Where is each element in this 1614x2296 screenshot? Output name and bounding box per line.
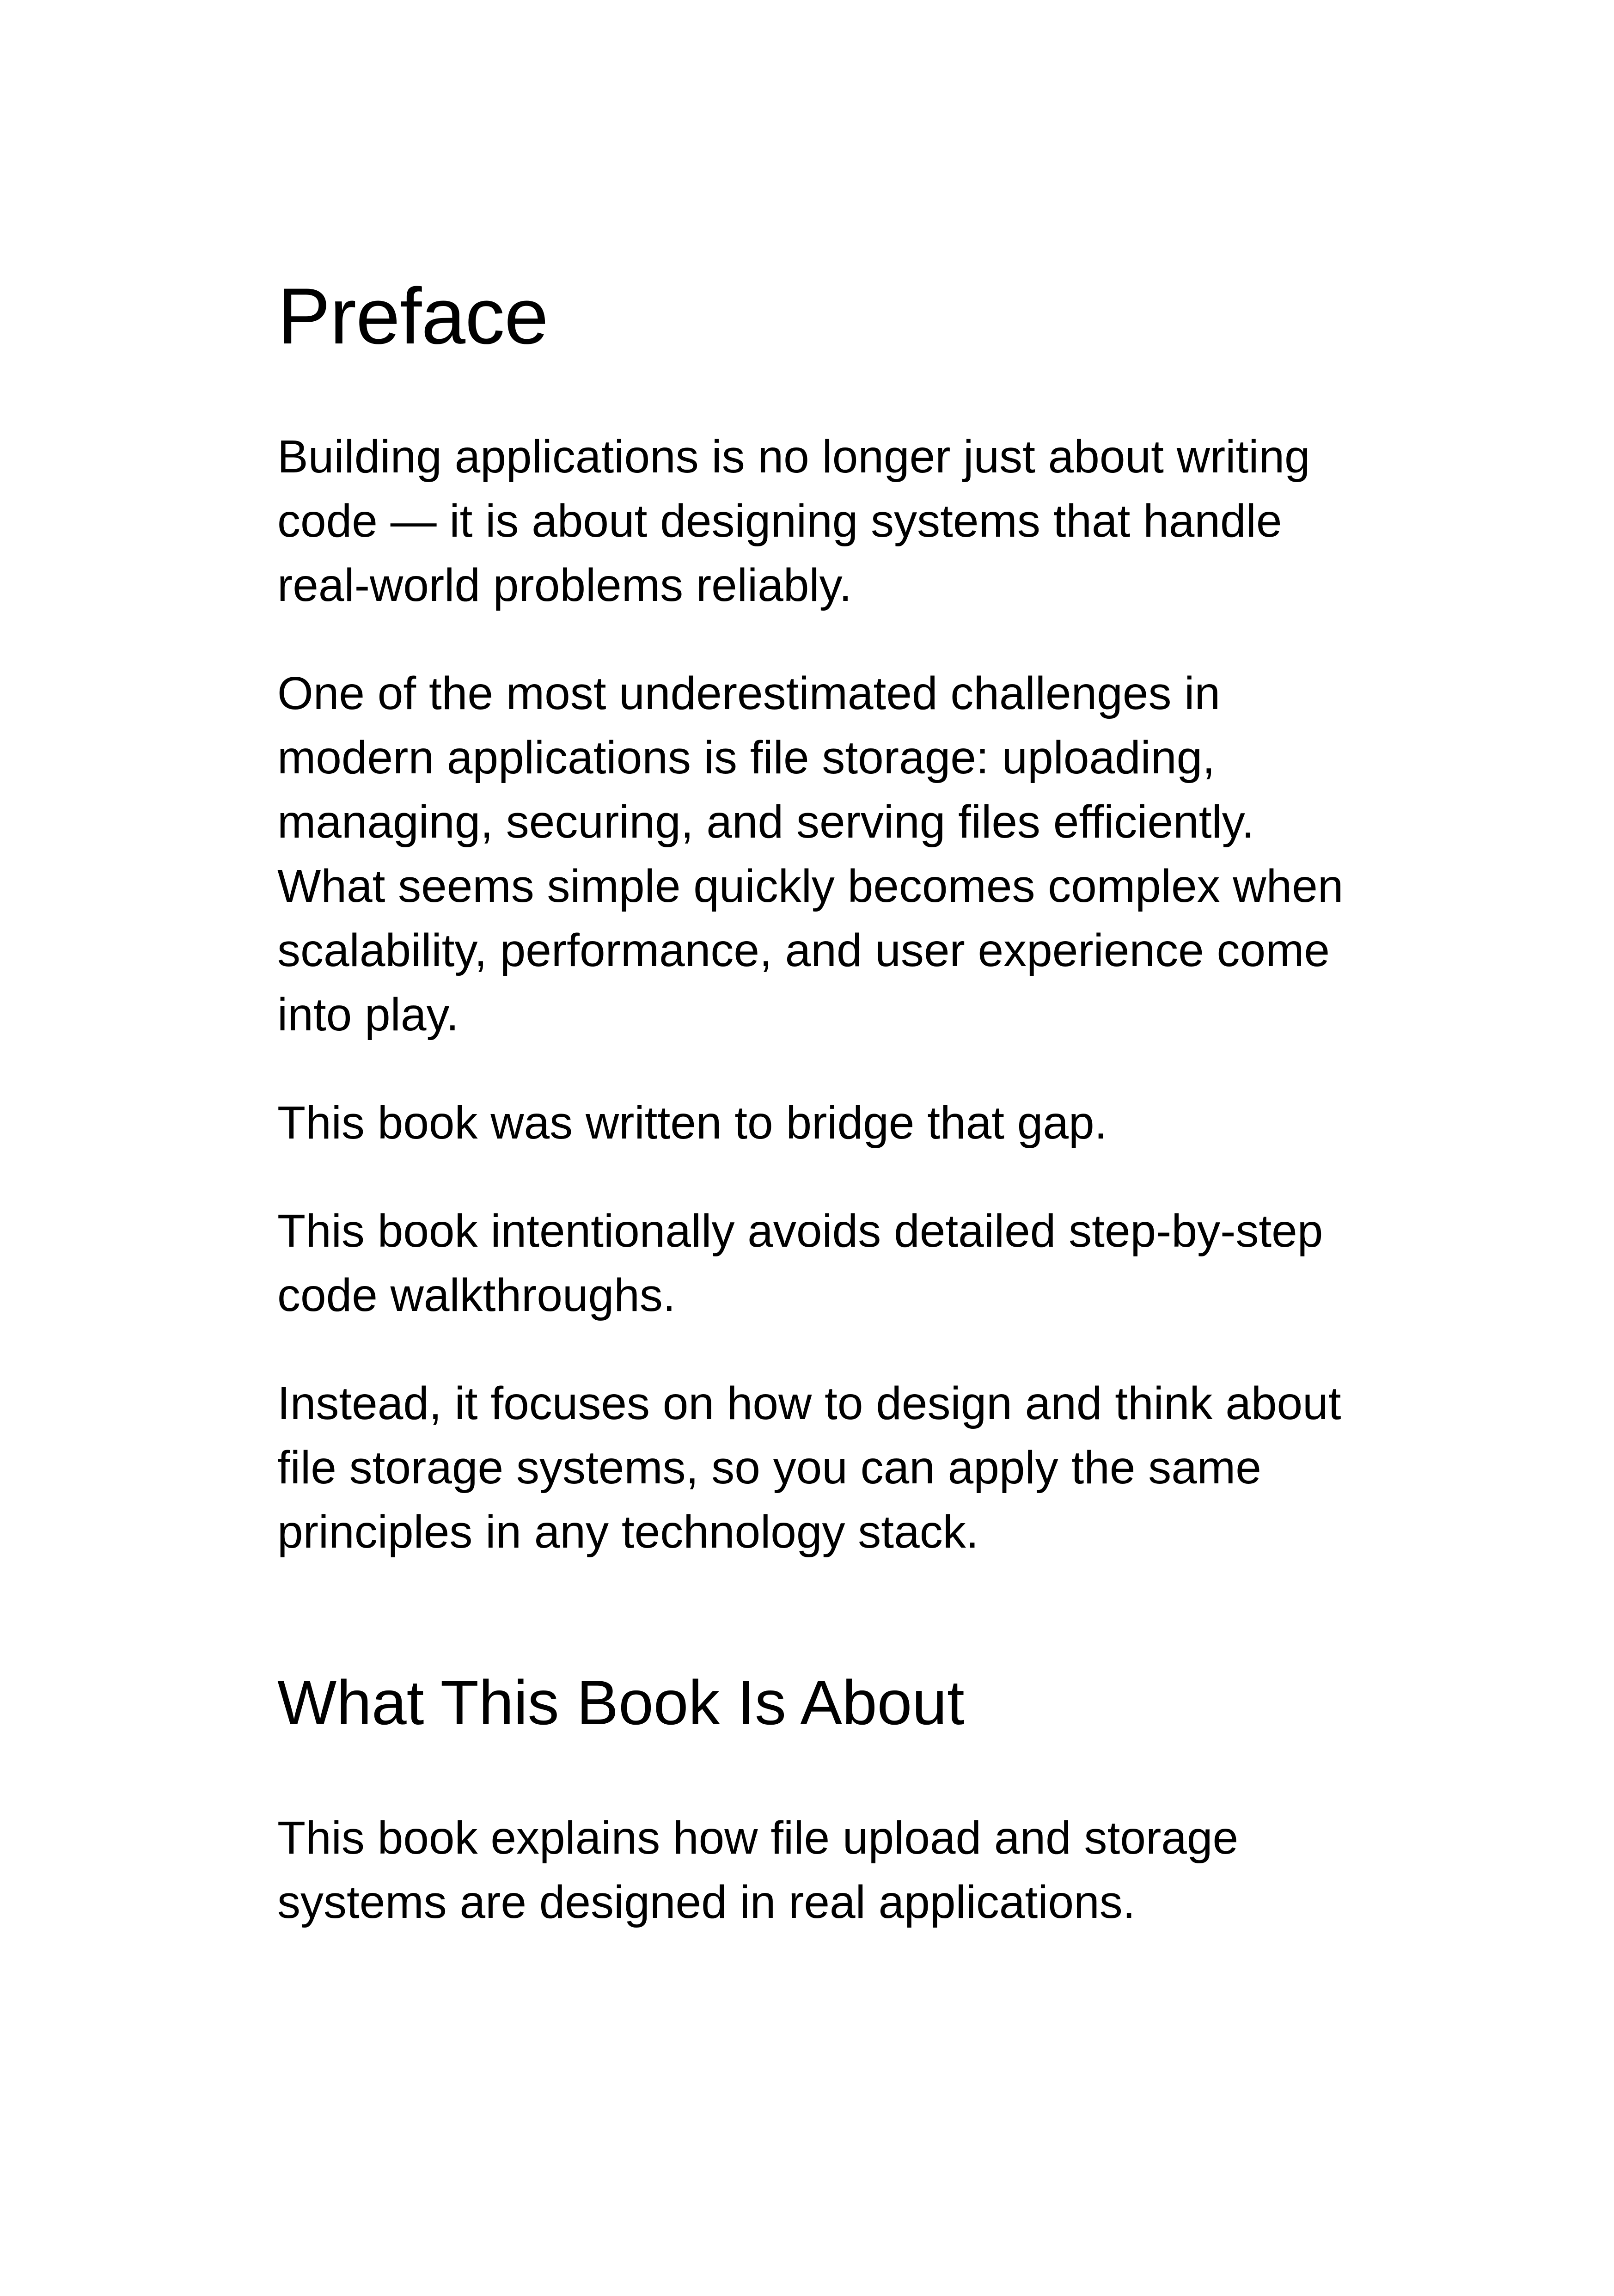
section-heading: What This Book Is About — [277, 1667, 965, 1738]
document-page — [277, 273, 1350, 1978]
paragraph-challenges: One of the most underestimated challenges in modern applications is file storage: uploading, managing, securing, and serving files efficiently. What seems simple quickly becomes complex when scalability, performance, and user experience come into play. — [277, 667, 1344, 1041]
paragraph-purpose: This book was written to bridge that gap. — [277, 1097, 1107, 1149]
paragraph-intro: Building applications is no longer just about writing code — it is about designing systems that handle real-world problems reliably. — [277, 431, 1310, 612]
page-title: Preface — [277, 272, 548, 361]
paragraph-no-code: This book intentionally avoids detailed step-by-step code walkthroughs. — [277, 1205, 1323, 1322]
paragraph-focus: Instead, it focuses on how to design and think about file storage systems, so you can apply the same principles in any technology stack. — [277, 1378, 1341, 1558]
paragraph-section-intro: This book explains how file upload and storage systems are designed in real applications. — [277, 1812, 1239, 1928]
